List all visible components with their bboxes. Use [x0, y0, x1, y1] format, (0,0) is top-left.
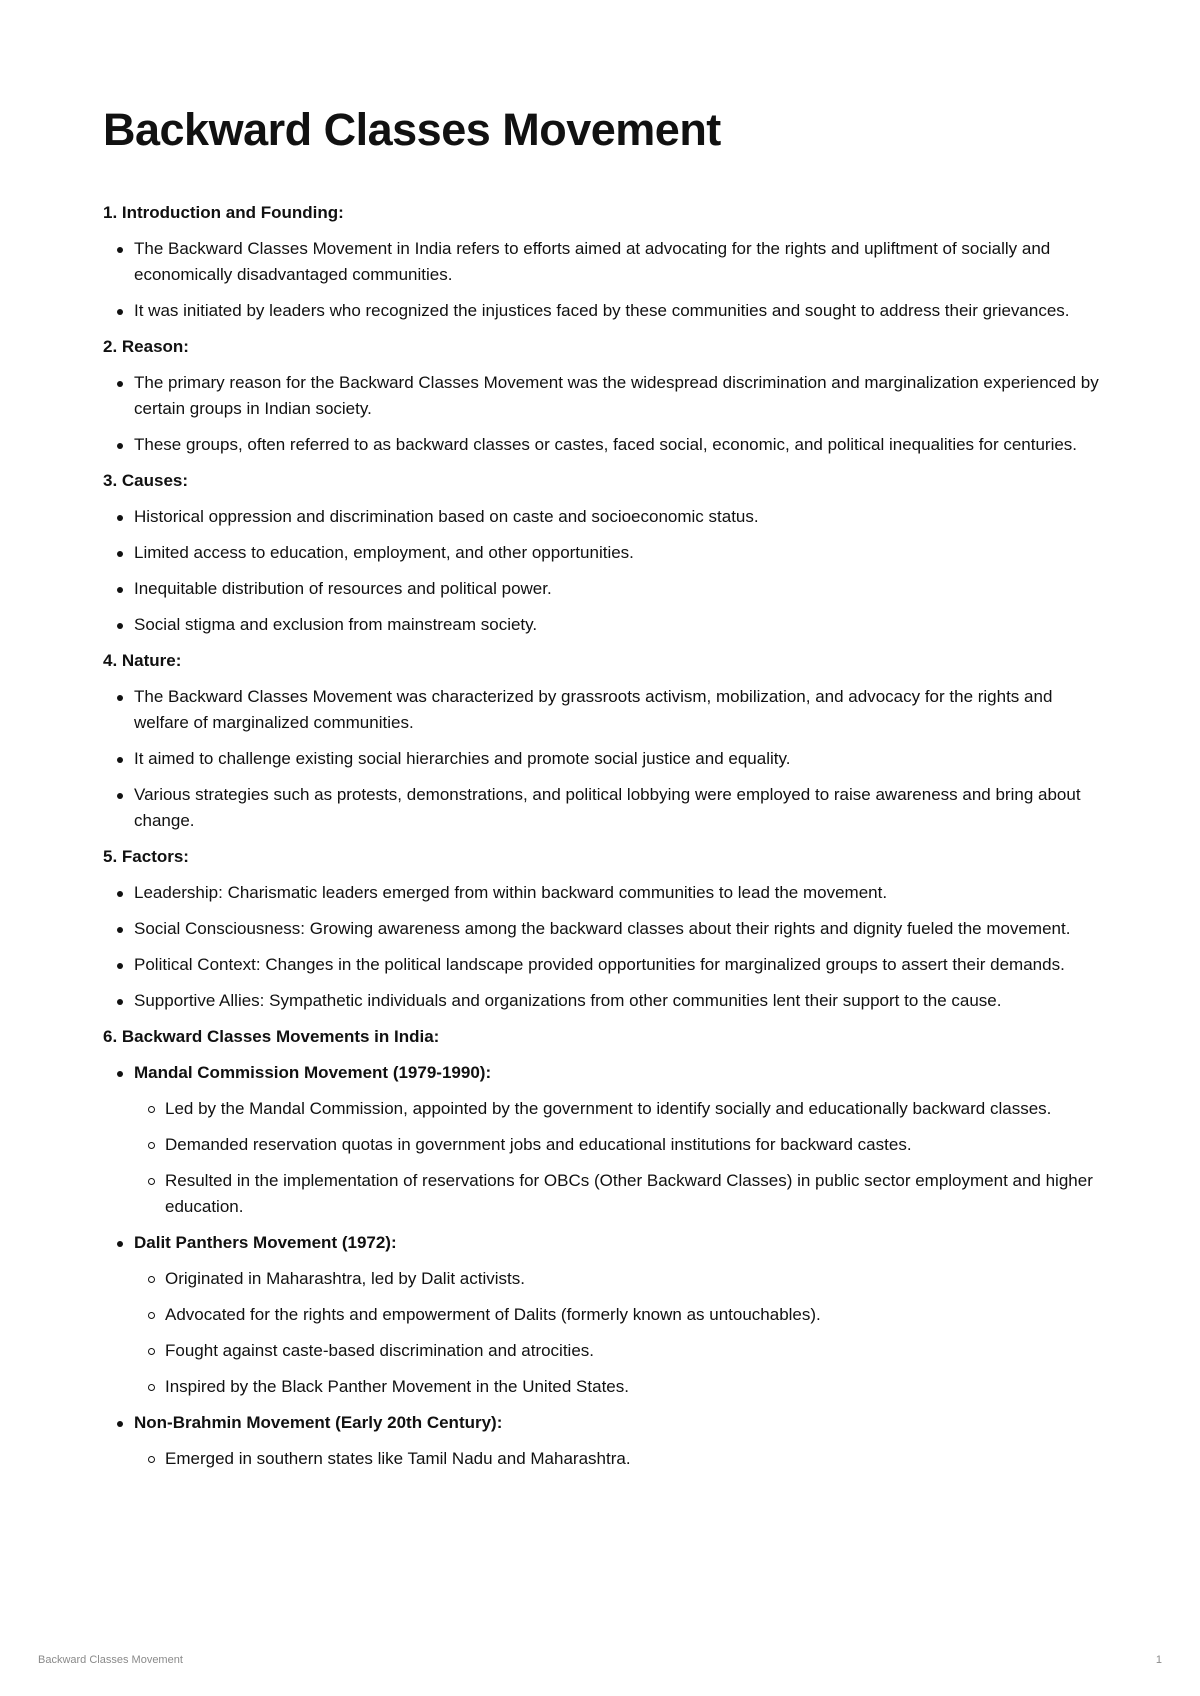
list-item: The Backward Classes Movement was characterized by grassroots activism, mobilization, and advocacy for the rights and welfare of marginalized communities.: [134, 684, 1103, 746]
list-item: Leadership: Charismatic leaders emerged from within backward communities to lead the movement.: [134, 880, 1103, 916]
section-factors: [103, 844, 1103, 1024]
list-item: The primary reason for the Backward Classes Movement was the widespread discrimination and marginalization experienced by certain groups in Indian society.: [134, 370, 1103, 432]
bullet-list: [103, 504, 1103, 648]
page-number: 1: [1155, 1654, 1162, 1666]
list-item: It aimed to challenge existing social hierarchies and promote social justice and equality.: [134, 746, 1103, 782]
movement-title: Non-Brahmin Movement (Early 20th Century):: [134, 1413, 503, 1432]
list-item: Social stigma and exclusion from mainstream society.: [134, 612, 1103, 648]
section-heading: 6. Backward Classes Movements in India:: [103, 1027, 440, 1046]
section-nature: [103, 648, 1103, 844]
sub-list-item: Inspired by the Black Panther Movement in the United States.: [165, 1374, 1103, 1400]
sub-bullet-list: [134, 1086, 1103, 1220]
sub-list-item: Advocated for the rights and empowerment of Dalits (formerly known as untouchables).: [165, 1302, 1103, 1338]
list-item: It was initiated by leaders who recognized the injustices faced by these communities and sought to address their grievances.: [134, 298, 1103, 334]
document-content: [103, 100, 1103, 1482]
footer-title: Backward Classes Movement: [38, 1654, 183, 1666]
sub-list-item: Led by the Mandal Commission, appointed by the government to identify socially and educationally backward classes.: [165, 1096, 1103, 1132]
list-item: Various strategies such as protests, demonstrations, and political lobbying were employed to raise awareness and bring about change.: [134, 782, 1103, 844]
sub-list-item: Resulted in the implementation of reservations for OBCs (Other Backward Classes) in public sector employment and higher education.: [165, 1168, 1103, 1220]
list-item: Political Context: Changes in the political landscape provided opportunities for marginalized groups to assert their demands.: [134, 952, 1103, 988]
movement-item: [134, 1410, 1103, 1482]
page-title: Backward Classes Movement: [103, 104, 721, 155]
section-introduction: [103, 200, 1103, 334]
bullet-list: [103, 684, 1103, 844]
sub-list-item: Fought against caste-based discrimination and atrocities.: [165, 1338, 1103, 1374]
list-item: Supportive Allies: Sympathetic individuals and organizations from other communities lent their support to the cause.: [134, 988, 1103, 1024]
sub-list-item: Demanded reservation quotas in government jobs and educational institutions for backward castes.: [165, 1132, 1103, 1168]
movement-title: Mandal Commission Movement (1979-1990):: [134, 1063, 492, 1082]
bullet-list: [103, 880, 1103, 1024]
movement-item: [134, 1060, 1103, 1230]
section-reason: [103, 334, 1103, 468]
movement-list: [103, 1060, 1103, 1482]
list-item: These groups, often referred to as backward classes or castes, faced social, economic, and political inequalities for centuries.: [134, 432, 1103, 468]
movement-item: [134, 1230, 1103, 1410]
bullet-list: [103, 370, 1103, 468]
sub-bullet-list: [134, 1436, 1103, 1472]
list-item: Historical oppression and discrimination based on caste and socioeconomic status.: [134, 504, 1103, 540]
list-item: The Backward Classes Movement in India refers to efforts aimed at advocating for the rights and upliftment of socially and economically disadvantaged communities.: [134, 236, 1103, 298]
bullet-list: [103, 236, 1103, 334]
list-item: Social Consciousness: Growing awareness among the backward classes about their rights and dignity fueled the movement.: [134, 916, 1103, 952]
section-heading: 2. Reason:: [103, 337, 189, 356]
section-heading: 5. Factors:: [103, 847, 189, 866]
section-causes: [103, 468, 1103, 648]
section-heading: 4. Nature:: [103, 651, 182, 670]
section-heading: 3. Causes:: [103, 471, 189, 490]
sub-list-item: Emerged in southern states like Tamil Nadu and Maharashtra.: [165, 1446, 1103, 1472]
list-item: Inequitable distribution of resources and political power.: [134, 576, 1103, 612]
movement-title: Dalit Panthers Movement (1972):: [134, 1233, 397, 1252]
sub-list-item: Originated in Maharashtra, led by Dalit activists.: [165, 1266, 1103, 1302]
list-item: Limited access to education, employment, and other opportunities.: [134, 540, 1103, 576]
section-movements: [103, 1024, 1103, 1482]
sub-bullet-list: [134, 1256, 1103, 1400]
section-heading: 1. Introduction and Founding:: [103, 203, 344, 222]
